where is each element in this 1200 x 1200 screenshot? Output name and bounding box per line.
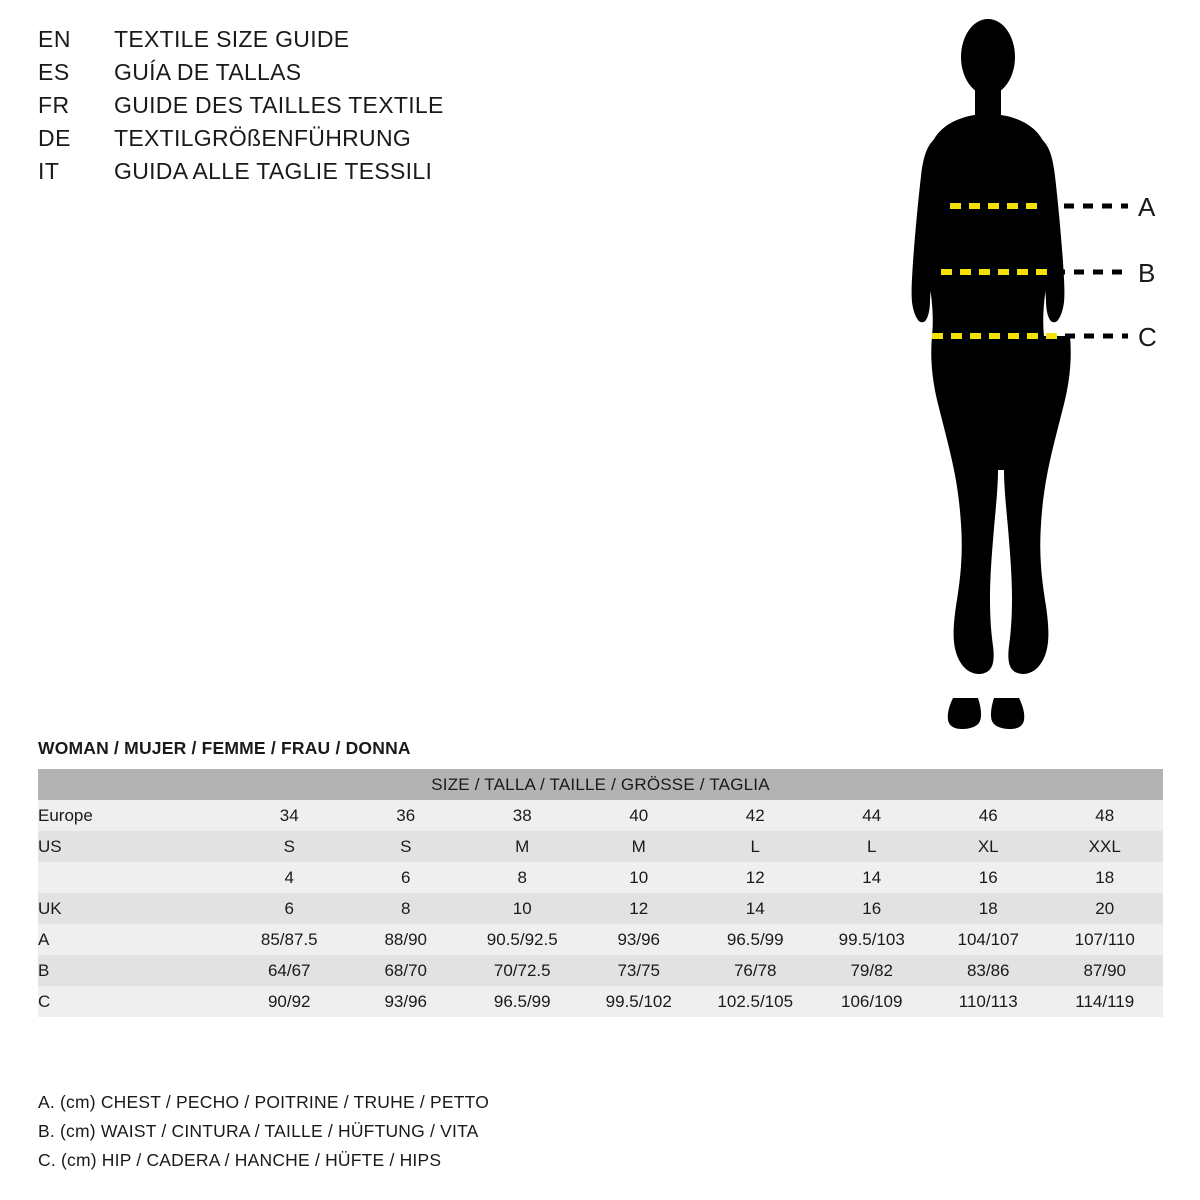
table-cell: 93/96 bbox=[348, 986, 465, 1017]
table-cell: 6 bbox=[231, 893, 348, 924]
table-cell: 16 bbox=[930, 862, 1047, 893]
table-cell: 40 bbox=[581, 800, 698, 831]
table-cell: 42 bbox=[697, 800, 814, 831]
table-cell: 68/70 bbox=[348, 955, 465, 986]
table-row bbox=[38, 986, 1163, 1017]
table-cell: 18 bbox=[930, 893, 1047, 924]
table-cell: 64/67 bbox=[231, 955, 348, 986]
table-cell: L bbox=[814, 831, 931, 862]
title-row-es bbox=[38, 59, 598, 92]
table-cell: 12 bbox=[697, 862, 814, 893]
row-label-b: B bbox=[38, 955, 231, 986]
marker-label-c: C bbox=[1138, 322, 1157, 352]
size-table bbox=[38, 769, 1163, 1017]
table-cell: S bbox=[348, 831, 465, 862]
marker-label-b: B bbox=[1138, 258, 1156, 288]
row-label-us: US bbox=[38, 831, 231, 862]
language-code-fr: FR bbox=[38, 92, 70, 118]
marker-label-a: A bbox=[1138, 192, 1156, 222]
row-label-a: A bbox=[38, 924, 231, 955]
language-code-es: ES bbox=[38, 59, 70, 85]
table-cell: M bbox=[464, 831, 581, 862]
table-cell: 14 bbox=[814, 862, 931, 893]
table-row bbox=[38, 862, 1163, 893]
table-cell: 85/87.5 bbox=[231, 924, 348, 955]
table-cell: 76/78 bbox=[697, 955, 814, 986]
table-header-row bbox=[38, 769, 1163, 800]
table-cell: 8 bbox=[464, 862, 581, 893]
title-text-es: GUÍA DE TALLAS bbox=[114, 59, 302, 85]
table-cell: 12 bbox=[581, 893, 698, 924]
table-cell: 4 bbox=[231, 862, 348, 893]
table-row bbox=[38, 893, 1163, 924]
title-row-it bbox=[38, 158, 598, 191]
table-cell: 107/110 bbox=[1047, 924, 1164, 955]
table-cell: 16 bbox=[814, 893, 931, 924]
title-row-fr bbox=[38, 92, 598, 125]
table-cell: 10 bbox=[581, 862, 698, 893]
table-header-cell: SIZE / TALLA / TAILLE / GRÖSSE / TAGLIA bbox=[38, 769, 1163, 800]
row-label-europe: Europe bbox=[38, 800, 231, 831]
table-caption: WOMAN / MUJER / FEMME / FRAU / DONNA bbox=[38, 738, 411, 758]
table-cell: 88/90 bbox=[348, 924, 465, 955]
title-row-en bbox=[38, 26, 598, 59]
language-code-en: EN bbox=[38, 26, 71, 52]
title-text-fr: GUIDE DES TAILLES TEXTILE bbox=[114, 92, 444, 118]
table-cell: 110/113 bbox=[930, 986, 1047, 1017]
table-cell: 99.5/102 bbox=[581, 986, 698, 1017]
row-label-c: C bbox=[38, 986, 231, 1017]
table-cell: 90/92 bbox=[231, 986, 348, 1017]
table-cell: 83/86 bbox=[930, 955, 1047, 986]
table-cell: 96.5/99 bbox=[697, 924, 814, 955]
table-cell: XL bbox=[930, 831, 1047, 862]
table-cell: 34 bbox=[231, 800, 348, 831]
table-cell: 90.5/92.5 bbox=[464, 924, 581, 955]
title-text-it: GUIDA ALLE TAGLIE TESSILI bbox=[114, 158, 433, 184]
figure-area bbox=[840, 10, 1190, 750]
woman-silhouette-figure bbox=[840, 10, 1190, 750]
language-code-de: DE bbox=[38, 125, 71, 151]
row-label-us-numeric bbox=[38, 862, 231, 893]
table-cell: 48 bbox=[1047, 800, 1164, 831]
table-cell: M bbox=[581, 831, 698, 862]
table-cell: 46 bbox=[930, 800, 1047, 831]
table-row bbox=[38, 924, 1163, 955]
table-cell: 104/107 bbox=[930, 924, 1047, 955]
table-cell: L bbox=[697, 831, 814, 862]
table-cell: 102.5/105 bbox=[697, 986, 814, 1017]
table-section bbox=[38, 738, 1163, 1017]
table-cell: 36 bbox=[348, 800, 465, 831]
table-cell: 38 bbox=[464, 800, 581, 831]
table-cell: 96.5/99 bbox=[464, 986, 581, 1017]
legend bbox=[38, 1088, 738, 1175]
table-cell: 8 bbox=[348, 893, 465, 924]
table-cell: 114/119 bbox=[1047, 986, 1164, 1017]
female-body-silhouette bbox=[912, 19, 1071, 729]
table-cell: 44 bbox=[814, 800, 931, 831]
table-cell: XXL bbox=[1047, 831, 1164, 862]
table-row bbox=[38, 831, 1163, 862]
table-cell: 99.5/103 bbox=[814, 924, 931, 955]
table-row bbox=[38, 800, 1163, 831]
table-cell: 6 bbox=[348, 862, 465, 893]
legend-line-a: A. (cm) CHEST / PECHO / POITRINE / TRUHE / PETTO bbox=[38, 1092, 490, 1112]
table-cell: 87/90 bbox=[1047, 955, 1164, 986]
table-cell: 10 bbox=[464, 893, 581, 924]
table-cell: 106/109 bbox=[814, 986, 931, 1017]
table-cell: 14 bbox=[697, 893, 814, 924]
table-cell: 93/96 bbox=[581, 924, 698, 955]
table-cell: 20 bbox=[1047, 893, 1164, 924]
table-cell: 18 bbox=[1047, 862, 1164, 893]
table-cell: S bbox=[231, 831, 348, 862]
table-cell: 73/75 bbox=[581, 955, 698, 986]
title-row-de bbox=[38, 125, 598, 158]
table-cell: 70/72.5 bbox=[464, 955, 581, 986]
title-text-de: TEXTILGRÖßENFÜHRUNG bbox=[114, 125, 412, 151]
table-cell: 79/82 bbox=[814, 955, 931, 986]
title-block bbox=[38, 26, 598, 191]
title-text-en: TEXTILE SIZE GUIDE bbox=[114, 26, 350, 52]
legend-line-b: B. (cm) WAIST / CINTURA / TAILLE / HÜFTUNG / VITA bbox=[38, 1121, 479, 1141]
row-label-uk: UK bbox=[38, 893, 231, 924]
language-code-it: IT bbox=[38, 158, 60, 184]
table-row bbox=[38, 955, 1163, 986]
legend-line-c: C. (cm) HIP / CADERA / HANCHE / HÜFTE / HIPS bbox=[38, 1150, 442, 1170]
